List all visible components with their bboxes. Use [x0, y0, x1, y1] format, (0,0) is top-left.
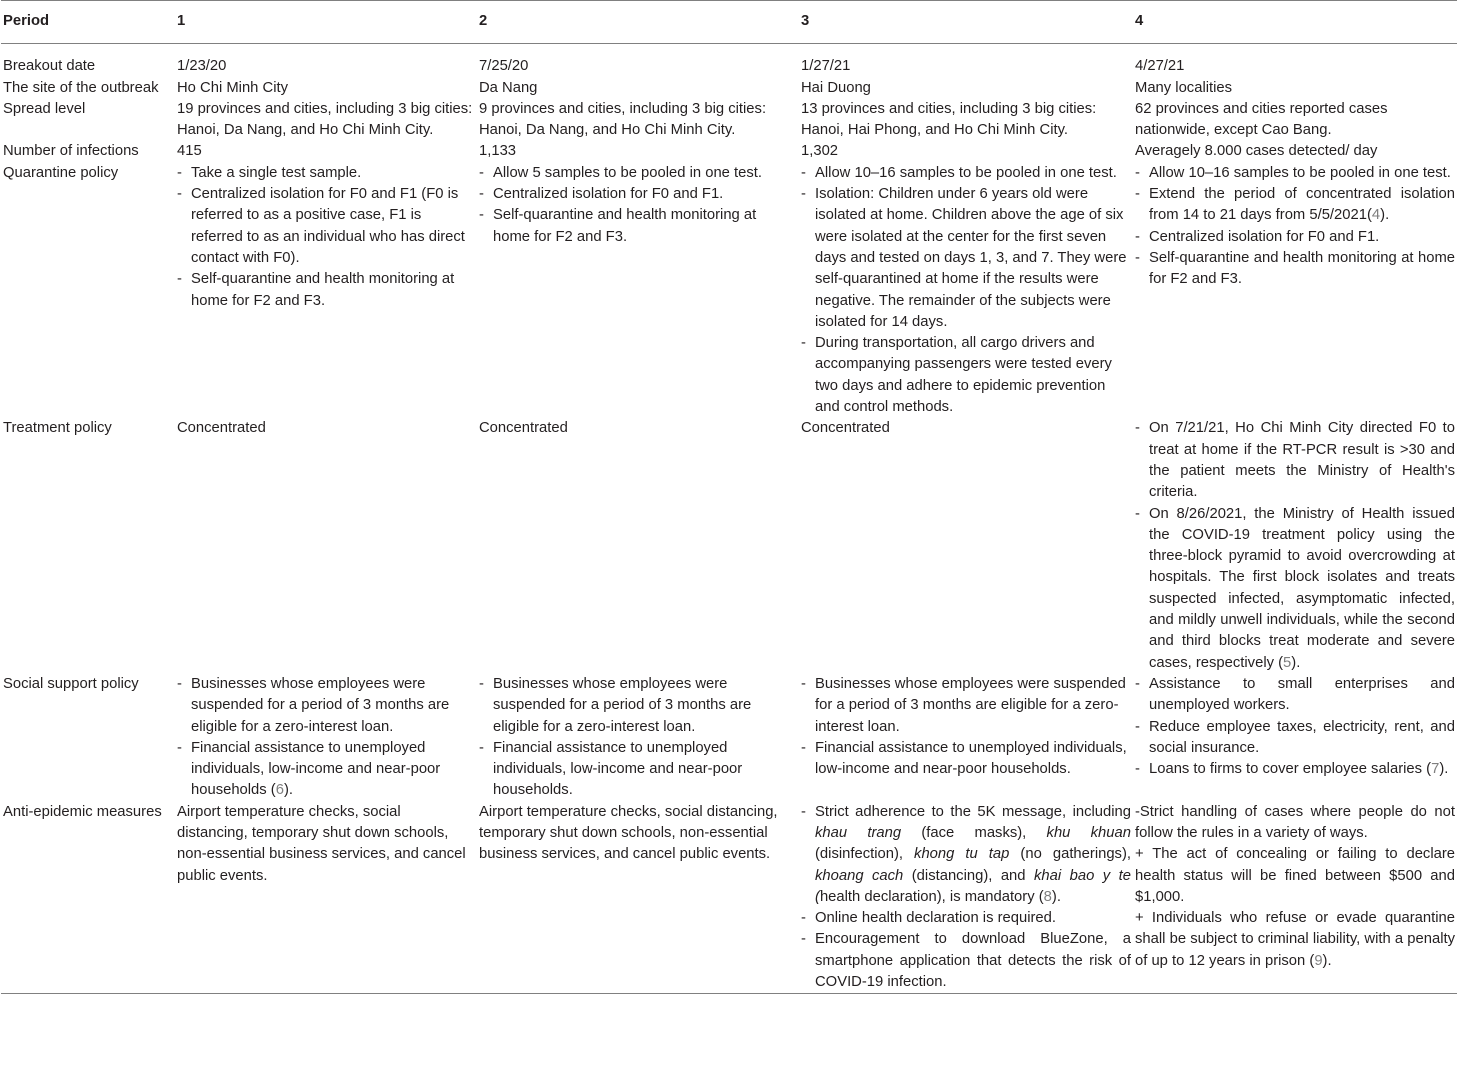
- header-period: Period: [1, 1, 175, 44]
- list-item: [801, 802, 1131, 908]
- text: ).: [1322, 952, 1332, 969]
- row-social-support: [1, 674, 1457, 802]
- term: khai bao y te (: [815, 867, 1131, 905]
- list-item: - Businesses whose employees were suspended for a period of 3 months are eligible for a zero-interest loan.: [801, 674, 1131, 738]
- list-item: - Assistance to small enterprises and unemployed workers.: [1135, 674, 1455, 717]
- reference-link[interactable]: 5: [1283, 654, 1292, 671]
- list-item: - Centralized isolation for F0 and F1.: [479, 184, 797, 205]
- paragraph: [1135, 908, 1455, 972]
- list-item: - Allow 10–16 samples to be pooled in one test.: [1135, 163, 1455, 184]
- header-period-1: 1: [175, 1, 477, 44]
- text: Extend the period of concentrated isolation from 14 to 21 days from 5/5/2021(: [1149, 186, 1455, 224]
- list-item: - During transportation, all cargo drivers and accompanying passengers were tested every two days and adhere to epidemic prevention and control methods.: [801, 333, 1131, 418]
- list-item: - Financial assistance to unemployed individuals, low-income and near-poor households.: [801, 738, 1131, 781]
- row-label: Breakout date: [3, 58, 96, 75]
- row-label: Social support policy: [3, 675, 139, 692]
- cell: [477, 163, 799, 419]
- row-label: Anti-epidemic measures: [1, 802, 175, 994]
- cell: Concentrated: [479, 420, 568, 437]
- row-label: The site of the outbreak: [3, 79, 159, 96]
- cell: 1/27/21: [801, 58, 851, 75]
- cell: [1133, 674, 1457, 802]
- row-anti-epidemic: [1, 802, 1457, 994]
- list-item: - Centralized isolation for F0 and F1 (F0 is referred to as a positive case, F1 is referred to as an individual who has direct contact with F0).: [177, 184, 475, 269]
- term: khau trang: [815, 824, 902, 841]
- paragraph: + The act of concealing or failing to declare health status will be fined between $500 and $1,000.: [1135, 846, 1455, 905]
- cell: [799, 674, 1133, 802]
- cell: Airport temperature checks, social distancing, temporary shut down schools, non-essential business services, and cancel public events.: [175, 802, 477, 994]
- paragraph: -Strict handling of cases where people do not follow the rules in a variety of ways.: [1135, 803, 1455, 841]
- row-quarantine-policy: [1, 163, 1457, 419]
- cell: [1133, 802, 1457, 994]
- text: ).: [1051, 888, 1061, 905]
- text: Financial assistance to unemployed individuals, low-income and near-poor households (: [191, 739, 441, 799]
- list-item: - Financial assistance to unemployed individuals, low-income and near-poor households.: [479, 738, 797, 802]
- cell: Concentrated: [801, 420, 890, 437]
- policy-table: [1, 0, 1457, 994]
- text: On 8/26/2021, the Ministry of Health issued the COVID-19 treatment policy using the three-block pyramid to avoid overcrowding at hospitals. The first block isolates and treats suspected infected, asymptomatic infected, and mildly unwell individuals, while the second and third blocks treat moderate and severe cases, respectively (: [1149, 505, 1455, 671]
- list-item: - Isolation: Children under 6 years old were isolated at home. Children above the age of six were isolated at the center for the first seven days and tested on days 1, 3, and 7. They were self-quarantined at home if the results were negative. The remainder of the subjects were isolated for 14 days.: [801, 184, 1131, 333]
- cell: 4/27/21: [1135, 58, 1185, 75]
- text: (disinfection),: [815, 846, 915, 863]
- text: Strict adherence to the 5K message, including: [815, 803, 1131, 820]
- cell: [477, 674, 799, 802]
- row-treatment-policy: [1, 418, 1457, 674]
- text: + Individuals who refuse or evade quarantine shall be subject to criminal liability, with a penalty of up to 12 years in prison (: [1135, 910, 1455, 969]
- list-item: - Businesses whose employees were suspended for a period of 3 months are eligible for a zero-interest loan.: [177, 674, 475, 738]
- term: khu khuan: [1046, 824, 1131, 841]
- cell: 13 provinces and cities, including 3 big cities: Hanoi, Hai Phong, and Ho Chi Minh City.: [801, 100, 1097, 139]
- reference-link[interactable]: 9: [1314, 952, 1323, 969]
- text: (face masks),: [901, 824, 1047, 841]
- row-label: Number of infections: [3, 143, 139, 160]
- row-breakout-date: [1, 44, 1457, 78]
- header-period-4: 4: [1133, 1, 1457, 44]
- row-infections: [1, 141, 1457, 162]
- cell: [799, 802, 1133, 994]
- cell: Concentrated: [177, 420, 266, 437]
- cell: [1133, 163, 1457, 419]
- cell: Hai Duong: [801, 79, 871, 96]
- reference-link[interactable]: 4: [1371, 207, 1381, 224]
- term: khong tu tap: [914, 846, 1010, 863]
- cell: 1/23/20: [177, 58, 227, 75]
- header-period-3: 3: [799, 1, 1133, 44]
- list-item: - On 7/21/21, Ho Chi Minh City directed F0 to treat at home if the RT-PCR result is >30 and the patient meets the Ministry of Health's criteria.: [1135, 418, 1455, 503]
- list-item: - Self-quarantine and health monitoring at home for F2 and F3.: [177, 269, 475, 312]
- cell: 7/25/20: [479, 58, 529, 75]
- list-item: - Businesses whose employees were suspended for a period of 3 months are eligible for a zero-interest loan.: [479, 674, 797, 738]
- term: khoang cach: [815, 867, 904, 884]
- cell: 1,133: [479, 143, 517, 160]
- text: ).: [283, 782, 294, 799]
- list-item: - Encouragement to download BlueZone, a smartphone application that detects the risk of COVID-19 infection.: [801, 929, 1131, 993]
- reference-link[interactable]: 8: [1043, 888, 1052, 905]
- header-row: [1, 1, 1457, 44]
- list-item: - Online health declaration is required.: [801, 908, 1131, 929]
- header-period-2: 2: [477, 1, 799, 44]
- cell: [175, 163, 477, 419]
- list-item: [1135, 504, 1455, 674]
- cell: Averagely 8.000 cases detected/ day: [1135, 143, 1378, 160]
- list-item: - Self-quarantine and health monitoring at home for F2 and F3.: [1135, 248, 1455, 291]
- row-spread-level: [1, 99, 1457, 142]
- row-label: Treatment policy: [3, 420, 112, 437]
- cell: Airport temperature checks, social distancing, temporary shut down schools, non-essential business services, and cancel public events.: [477, 802, 799, 994]
- list-item: - Take a single test sample.: [177, 163, 475, 184]
- cell: Ho Chi Minh City: [177, 79, 289, 96]
- list-item: [177, 738, 475, 802]
- list-item: [1135, 184, 1455, 227]
- row-label: Quarantine policy: [3, 164, 119, 181]
- cell: 1,302: [801, 143, 839, 160]
- text: (no gatherings),: [1009, 846, 1131, 863]
- row-outbreak-site: [1, 78, 1457, 99]
- cell: 19 provinces and cities, including 3 big cities: Hanoi, Da Nang, and Ho Chi Minh City.: [177, 100, 473, 139]
- list-item: - Allow 10–16 samples to be pooled in one test.: [801, 163, 1131, 184]
- cell: Da Nang: [479, 79, 538, 96]
- text: Loans to firms to cover employee salaries (: [1149, 761, 1432, 778]
- list-item: - Reduce employee taxes, electricity, rent, and social insurance.: [1135, 717, 1455, 760]
- reference-link[interactable]: 7: [1431, 761, 1440, 778]
- text: ).: [1291, 654, 1301, 671]
- list-item: - Centralized isolation for F0 and F1.: [1135, 227, 1455, 248]
- text: ).: [1380, 207, 1390, 224]
- cell: [799, 163, 1133, 419]
- reference-link[interactable]: 6: [275, 782, 284, 799]
- list-item: [1135, 759, 1455, 780]
- cell: [1133, 418, 1457, 674]
- cell: 9 provinces and cities, including 3 big cities: Hanoi, Da Nang, and Ho Chi Minh City.: [479, 100, 767, 139]
- cell: [175, 674, 477, 802]
- text: (distancing), and: [903, 867, 1034, 884]
- cell: Many localities: [1135, 79, 1233, 96]
- list-item: - Allow 5 samples to be pooled in one test.: [479, 163, 797, 184]
- list-item: - Self-quarantine and health monitoring at home for F2 and F3.: [479, 205, 797, 248]
- cell: 62 provinces and cities reported cases nationwide, except Cao Bang.: [1135, 100, 1388, 139]
- text: ).: [1439, 761, 1449, 778]
- row-label: Spread level: [3, 100, 86, 117]
- text: health declaration), is mandatory (: [819, 888, 1044, 905]
- cell: 415: [177, 143, 202, 160]
